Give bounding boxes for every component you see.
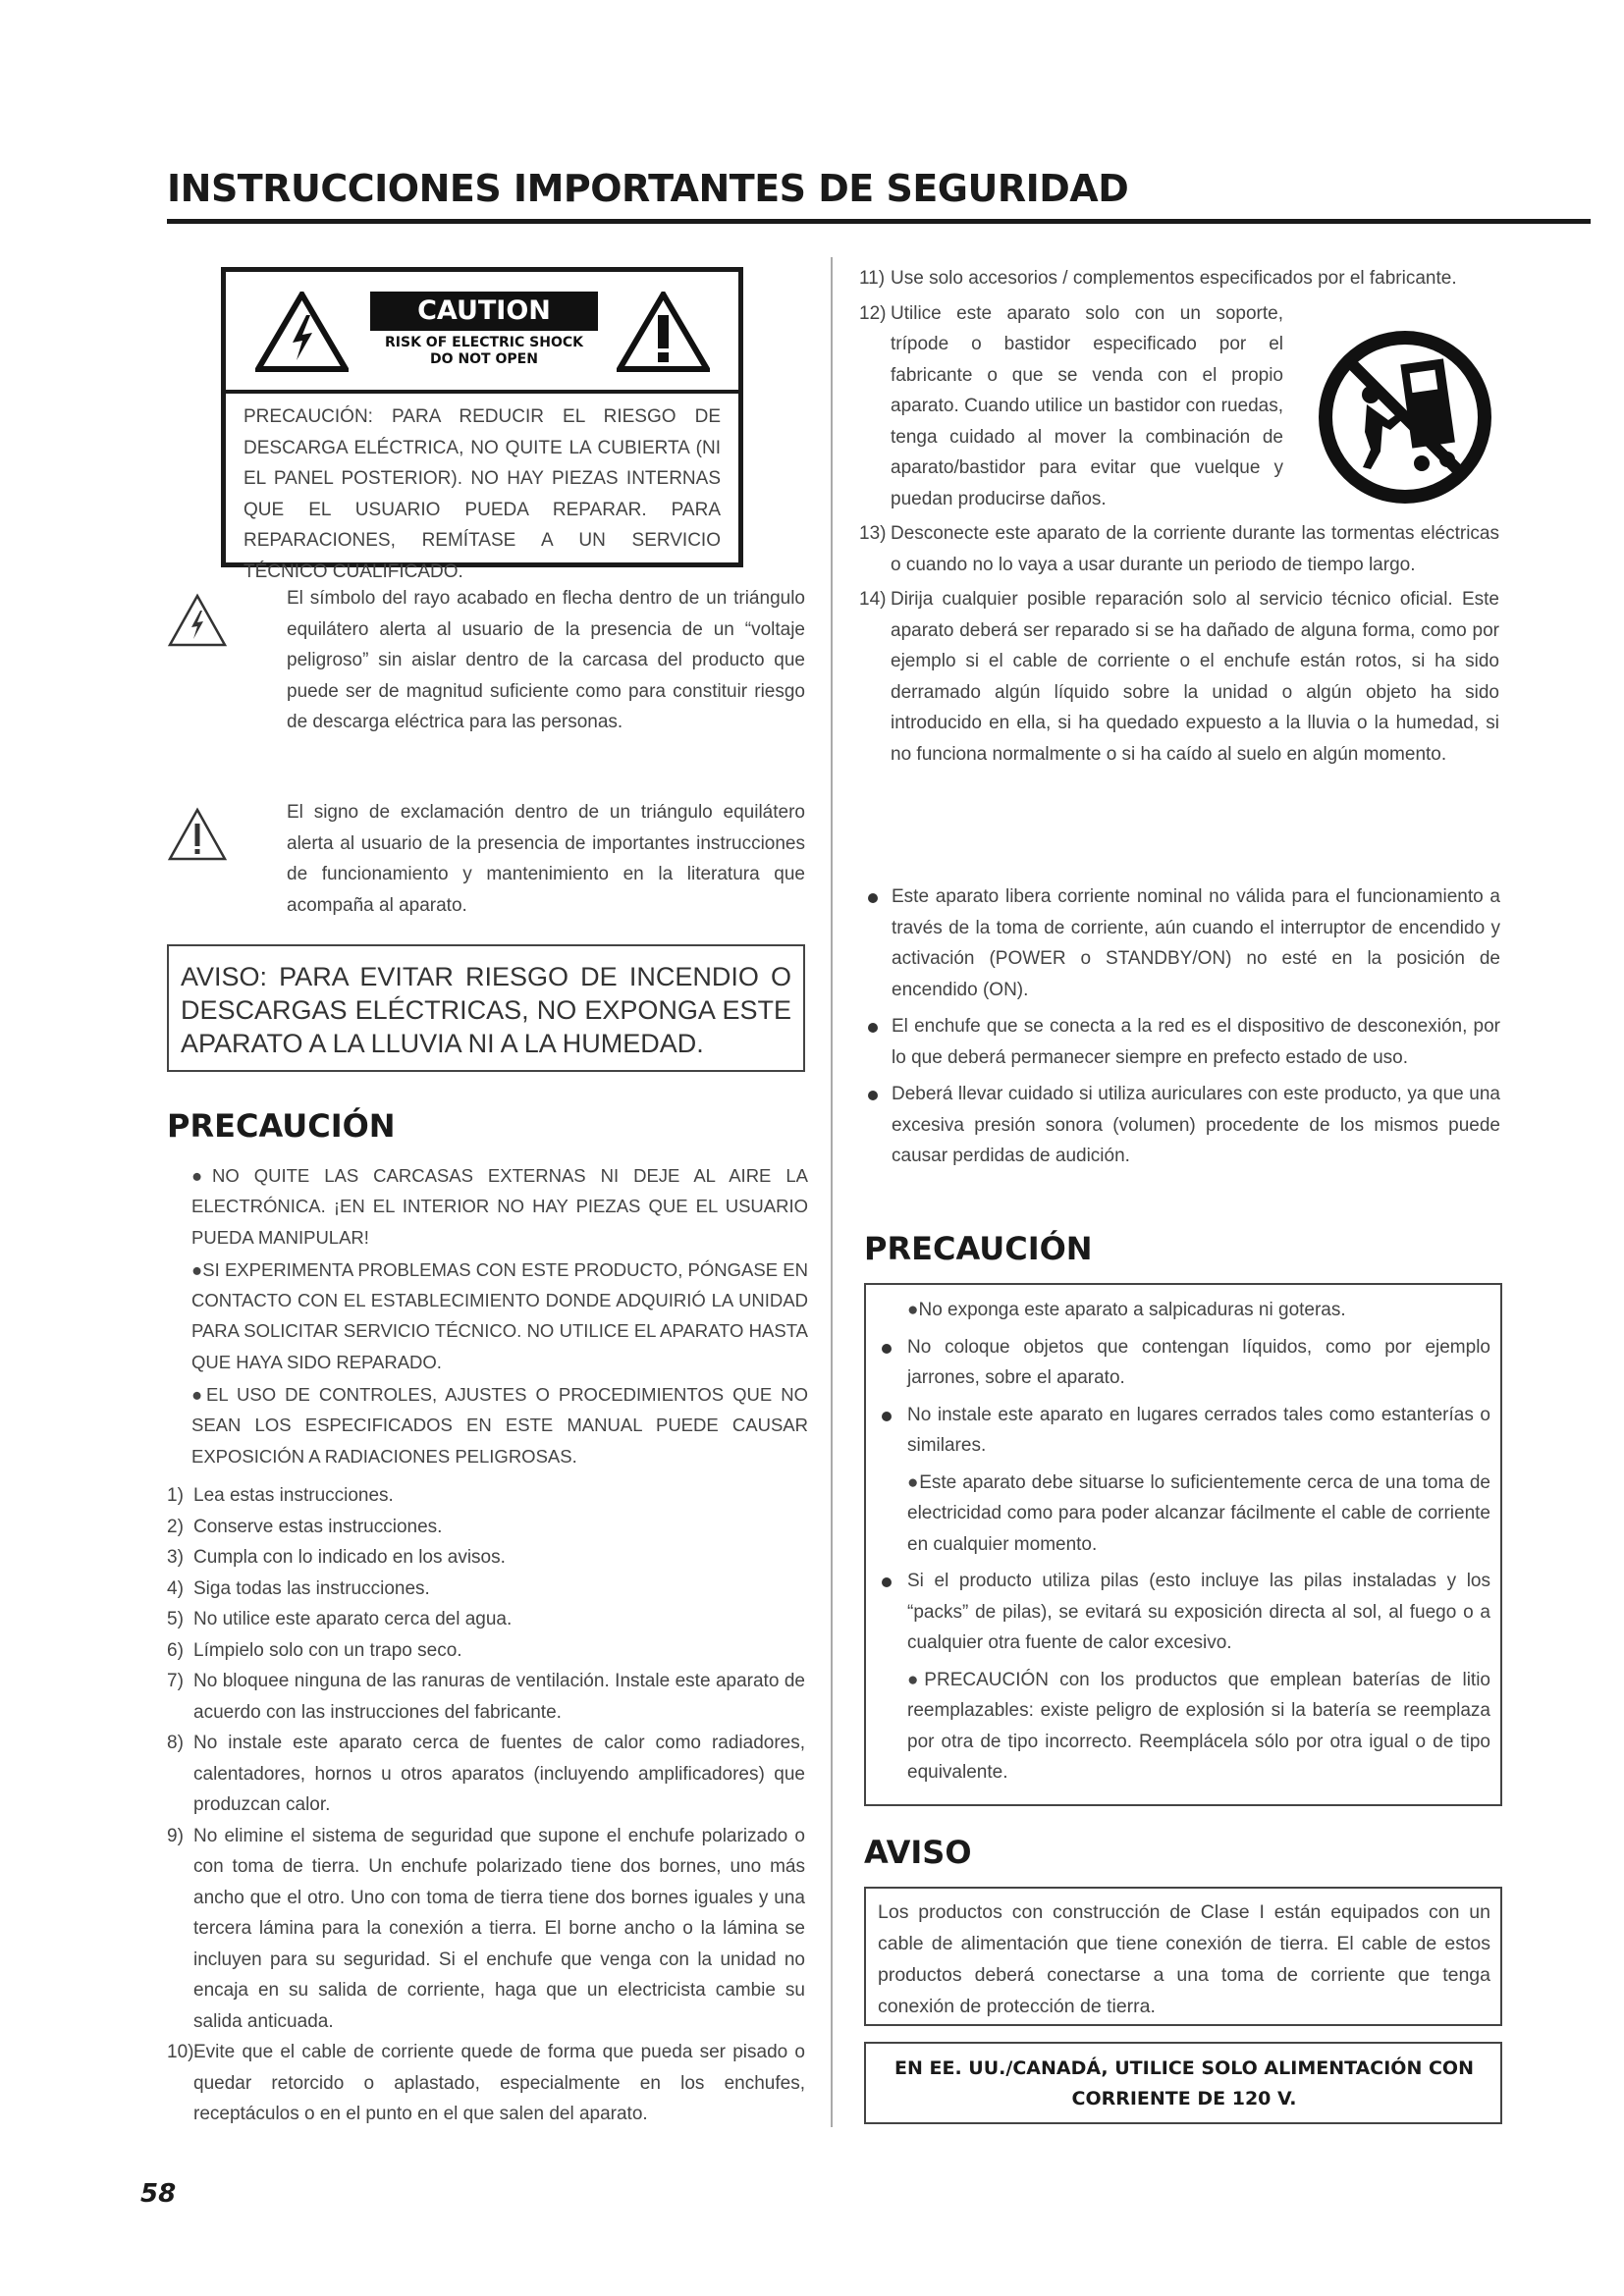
precaucion-list-right: [878, 1295, 1490, 1794]
list-item: [878, 1332, 1490, 1394]
item-text: Dirija cualquier posible reparación solo al servicio técnico oficial. Este aparato deberá ser reparado si se ha dañado de alguna forma, como por ejemplo si el cable de corriente o el enchufe están rotos, si ha sido derramado algún líquido sobre la unidad o algún objeto ha sido introducido en ella, si ha quedado expuesto a la lluvia o la humedad, si no funciona normalmente o si ha caído al suelo en algún momento.: [891, 589, 1499, 765]
aviso-box-right: [864, 1887, 1502, 2026]
us-canada-notice-box: [864, 2042, 1502, 2124]
list-item: [167, 1728, 805, 1821]
lightning-triangle-icon: [167, 593, 228, 648]
list-item: [167, 1666, 805, 1728]
item-text: No bloquee ninguna de las ranuras de ventilación. Instale este aparato de acuerdo con las instrucciones del fabricante.: [193, 1671, 805, 1723]
item-text: El enchufe que se conecta a la red es el dispositivo de desconexión, por lo que deberá permanecer siempre en prefecto estado de uso.: [892, 1016, 1500, 1068]
page-number: 58: [140, 2179, 177, 2209]
item-text: Deberá llevar cuidado si utiliza auriculares con este producto, ya que una excesiva presión sonora (volumen) procedente de los mismos puede causar perdidas de audición.: [892, 1084, 1500, 1166]
list-item: [167, 1604, 805, 1635]
item-number: 2): [167, 1516, 184, 1537]
aviso-warning-box: [167, 944, 805, 1072]
precaucion-heading-right: PRECAUCIÓN: [864, 1230, 1093, 1267]
caution-header: [226, 272, 738, 388]
item-text: Este aparato libera corriente nominal no válida para el funcionamiento a través de la toma de corriente, aún cuando el interruptor de encendido y activación (POWER o STANDBY/ON) no esté en la posición de encendido (ON).: [892, 886, 1500, 1000]
item-text: Utilice este aparato solo con un soporte, trípode o bastidor especificado por el fabricante o que se venda con el propio aparato. Cuando utilice un bastidor con ruedas, tenga cuidado al mover la combinación de aparato/bastidor para evitar que vuelque y puedan producirse daños.: [891, 302, 1283, 509]
caution-text: PRECAUCIÓN: PARA REDUCIR EL RIESGO DE DESCARGA ELÉCTRICA, NO QUITE LA CUBIERTA (NI EL PANEL POSTERIOR). NO HAY PIEZAS INTERNAS QUE EL USUARIO PUEDA REPARAR. PARA REPARACIONES, REMÍTASE A UN SERVICIO TÉCNICO CUALIFICADO.: [244, 406, 721, 582]
item-number: 6): [167, 1639, 184, 1661]
list-item: ●No exponga este aparato a salpicaduras ni goteras.: [907, 1300, 1346, 1320]
item-number: 13): [859, 523, 887, 544]
item-text: No utilice este aparato cerca del agua.: [193, 1609, 513, 1629]
page-title: INSTRUCCIONES IMPORTANTES DE SEGURIDAD: [167, 167, 1129, 210]
list-item: [167, 1821, 805, 2038]
bullet-dot: [868, 1091, 878, 1100]
exclamation-symbol-text: El signo de exclamación dentro de un triángulo equilátero alerta al usuario de la presencia de importantes instrucciones de funcionamiento y mantenimiento en la literatura que acompaña al aparato.: [287, 802, 805, 916]
list-item: [864, 1011, 1500, 1073]
item-text: Desconecte este aparato de la corriente durante las tormentas eléctricas o cuando no lo vaya a usar durante un periodo de tiempo largo.: [891, 523, 1499, 575]
item-text: No instale este aparato cerca de fuentes de calor como radiadores, calentadores, hornos u otros aparatos (incluyendo amplificadores) que produzcan calor.: [193, 1733, 805, 1815]
item-number: 4): [167, 1577, 184, 1599]
item-text: Siga todas las instrucciones.: [193, 1577, 430, 1599]
item-number: 3): [167, 1547, 184, 1568]
list-item: ●EL USO DE CONTROLES, AJUSTES O PROCEDIMIENTOS QUE NO SEAN LOS ESPECIFICADOS EN ESTE MANUAL PUEDE CAUSAR EXPOSICIÓN A RADIACIONES PELIGROSAS.: [191, 1384, 808, 1467]
item-text: Conserve estas instrucciones.: [193, 1516, 443, 1537]
lightning-triangle-icon: [255, 292, 349, 372]
item-number: 14): [859, 589, 887, 610]
column-divider: [831, 257, 833, 2127]
aviso-heading-right: AVISO: [864, 1834, 972, 1871]
item-number: 10): [167, 2042, 194, 2062]
list-item: [167, 1512, 805, 1543]
item-text: Cumpla con lo indicado en los avisos.: [193, 1547, 506, 1568]
list-item: [859, 263, 1499, 294]
item-text: Evite que el cable de corriente quede de forma que pueda ser pisado o quedar retorcido o aplastado, especialmente en los enchufes, receptáculos o en el punto en el que salen del aparato.: [193, 2042, 805, 2124]
list-item: [878, 1400, 1490, 1462]
exclamation-triangle-icon: [617, 292, 710, 372]
item-text: Si el producto utiliza pilas (esto incluye las pilas instaladas y los “packs” de pilas), se evitará su exposición directa al sol, al fuego o a cualquier otra fuente de calor excesivo.: [907, 1571, 1490, 1653]
list-item: [864, 1079, 1500, 1172]
list-item: ●PRECAUCIÓN con los productos que emplean baterías de litio reemplazables: existe peligro de explosión si la batería se reemplaza por otra de tipo incorrecto. Reemplácela sólo por otra igual o de tipo equivalente.: [907, 1669, 1490, 1783]
list-item: [167, 2037, 805, 2130]
lightning-symbol-text: El símbolo del rayo acabado en flecha dentro de un triángulo equilátero alerta al usuario de la presencia de un “voltaje peligroso” sin aislar dentro de la carcasa del producto que puede ser de magnitud suficiente como para constituir riesgo de descarga eléctrica para las personas.: [287, 588, 805, 732]
item-text: No elimine el sistema de seguridad que supone el enchufe polarizado o con toma de tierra. Un enchufe polarizado tiene dos bornes, uno más ancho que el otro. Uno con toma de tierra tiene dos bornes iguales y una tercera lámina para la conexión a tierra. El borne ancho o la lámina se incluyen para su seguridad. Si el enchufe que venga con la unidad no encaja en su salida de corriente, haga que un electricista cambie su salida anticuada.: [193, 1825, 805, 2032]
item-text: Lea estas instrucciones.: [193, 1485, 394, 1506]
list-item: [859, 584, 1499, 770]
item-number: 11): [859, 268, 886, 289]
bullet-dot: [868, 893, 878, 903]
list-item: ●NO QUITE LAS CARCASAS EXTERNAS NI DEJE AL AIRE LA ELECTRÓNICA. ¡EN EL INTERIOR NO HAY PIEZAS QUE EL USUARIO PUEDA MANIPULAR!: [191, 1165, 808, 1248]
aviso-text-right: Los productos con construcción de Clase I están equipados con un cable de alimentación que tiene conexión de tierra. El cable de estos productos deberá conectarse a una toma de corriente que tenga conexión de protección de tierra.: [878, 1901, 1490, 2017]
cart-tipover-warning-icon: [1312, 324, 1498, 510]
bullet-dot: [882, 1344, 892, 1354]
item-text: Use solo accesorios / complementos especificados por el fabricante.: [891, 268, 1457, 289]
caution-separator: [226, 390, 738, 394]
caution-sub-line-2: DO NOT OPEN: [430, 351, 538, 367]
us-notice-line-2: CORRIENTE DE 120 V.: [1071, 2088, 1297, 2109]
right-bullet-list: [864, 881, 1500, 1178]
item-number: 9): [167, 1825, 184, 1846]
item-number: 7): [167, 1671, 184, 1691]
instructions-list-left: [167, 1480, 805, 2130]
list-item: [167, 1480, 805, 1512]
precaucion-list-left: [191, 1160, 808, 1473]
item-text: No coloque objetos que contengan líquidos, como por ejemplo jarrones, sobre el aparato.: [907, 1336, 1490, 1388]
us-canada-notice: [876, 2054, 1492, 2114]
item-number: 1): [167, 1485, 184, 1506]
exclamation-triangle-icon: [167, 807, 228, 862]
list-item: [167, 1635, 805, 1667]
list-item: [864, 881, 1500, 1005]
caution-sub-line-1: RISK OF ELECTRIC SHOCK: [385, 335, 583, 350]
list-item: ●SI EXPERIMENTA PROBLEMAS CON ESTE PRODUCTO, PÓNGASE EN CONTACTO CON EL ESTABLECIMIENTO DONDE ADQUIRIÓ LA UNIDAD PARA SOLICITAR SERVICIO TÉCNICO. NO UTILICE EL APARATO HASTA QUE HAYA SIDO REPARADO.: [191, 1258, 808, 1372]
list-item: [167, 1574, 805, 1605]
list-item: [878, 1566, 1490, 1659]
list-item: [167, 1542, 805, 1574]
precaucion-box-right: [864, 1283, 1502, 1806]
bullet-dot: [882, 1412, 892, 1421]
caution-label-box: [221, 267, 743, 582]
caution-subtitle: [370, 335, 598, 368]
us-notice-line-1: EN EE. UU./CANADÁ, UTILICE SOLO ALIMENTACIÓN CON: [894, 2057, 1474, 2079]
precaucion-heading-left: PRECAUCIÓN: [167, 1107, 396, 1145]
caution-label: CAUTION: [370, 292, 598, 331]
bullet-dot: [868, 1023, 878, 1033]
item-number: 12): [859, 302, 887, 324]
item-number: 8): [167, 1733, 184, 1753]
item-text: No instale este aparato en lugares cerrados tales como estanterías o similares.: [907, 1404, 1490, 1456]
title-rule: [167, 219, 1591, 224]
bullet-dot: [882, 1577, 892, 1587]
aviso-warning-text: AVISO: PARA EVITAR RIESGO DE INCENDIO O DESCARGAS ELÉCTRICAS, NO EXPONGA ESTE APARATO A LA LLUVIA NI A LA HUMEDAD.: [181, 962, 791, 1058]
list-item: ●Este aparato debe situarse lo suficientemente cerca de una toma de electricidad como para poder alcanzar fácilmente el cable de corriente en cualquier momento.: [907, 1471, 1490, 1555]
item-number: 5): [167, 1609, 184, 1629]
item-text: Límpielo solo con un trapo seco.: [193, 1639, 462, 1661]
list-item: [859, 518, 1499, 580]
